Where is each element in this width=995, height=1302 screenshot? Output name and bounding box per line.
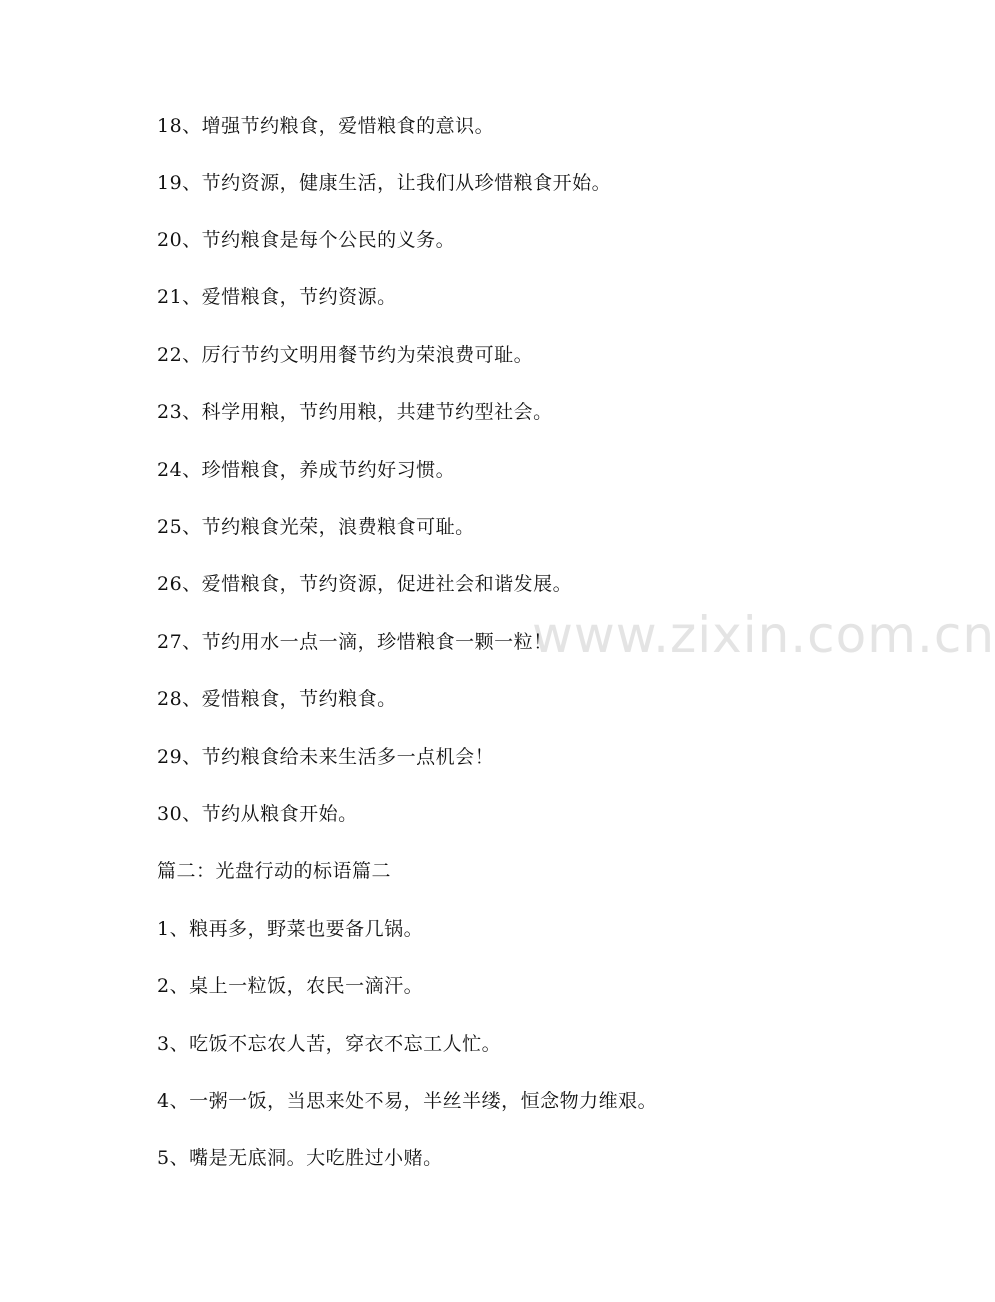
list-item: 28、爱惜粮食，节约粮食。 <box>157 688 397 710</box>
list-item: 30、节约从粮食开始。 <box>157 803 358 825</box>
list-item: 25、节约粮食光荣，浪费粮食可耻。 <box>157 516 475 538</box>
list-item: 21、爱惜粮食，节约资源。 <box>157 286 397 308</box>
list-item: 20、节约粮食是每个公民的义务。 <box>157 229 456 251</box>
list-item: 26、爱惜粮食，节约资源，促进社会和谐发展。 <box>157 573 573 595</box>
list-item: 2、桌上一粒饭，农民一滴汗。 <box>157 975 424 997</box>
section-heading: 篇二：光盘行动的标语篇二 <box>157 860 392 882</box>
watermark: www.zixin.com.cn <box>532 606 995 664</box>
list-item: 4、一粥一饭，当思来处不易，半丝半缕，恒念物力维艰。 <box>157 1090 658 1112</box>
list-item: 3、吃饭不忘农人苦，穿衣不忘工人忙。 <box>157 1033 502 1055</box>
list-item: 5、嘴是无底洞。大吃胜过小赌。 <box>157 1147 443 1169</box>
list-item: 22、厉行节约文明用餐节约为荣浪费可耻。 <box>157 344 534 366</box>
list-item: 27、节约用水一点一滴，珍惜粮食一颗一粒！ <box>157 631 553 653</box>
list-item: 29、节约粮食给未来生活多一点机会！ <box>157 746 495 768</box>
list-item: 23、科学用粮，节约用粮，共建节约型社会。 <box>157 401 553 423</box>
list-item: 19、节约资源，健康生活，让我们从珍惜粮食开始。 <box>157 172 612 194</box>
list-item: 18、增强节约粮食，爱惜粮食的意识。 <box>157 115 495 137</box>
list-item: 1、粮再多，野菜也要备几锅。 <box>157 918 424 940</box>
list-item: 24、珍惜粮食，养成节约好习惯。 <box>157 459 456 481</box>
